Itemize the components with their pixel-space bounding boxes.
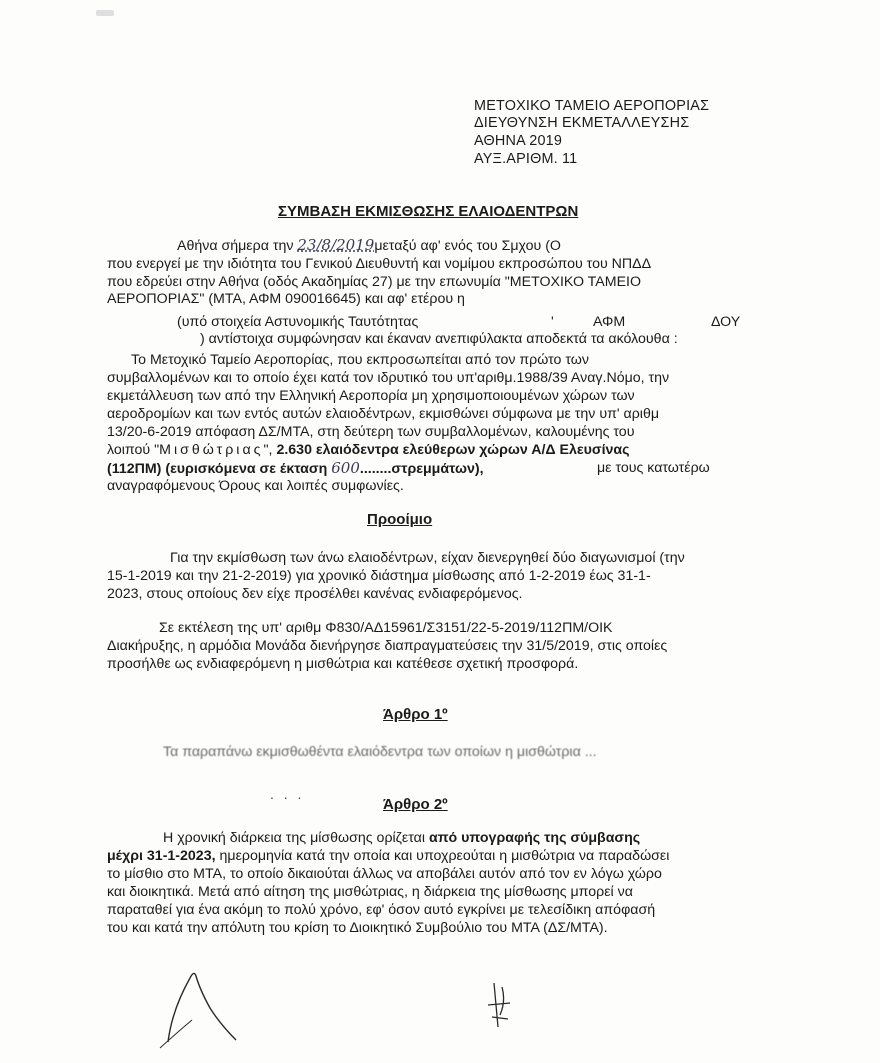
prooimio-heading: Προοίμιο [367,511,433,528]
handwritten-area: 600 [331,459,360,477]
prooimio-p2-line-1: Σε εκτέλεση της υπ' αριθμ Φ830/ΑΔ15961/Σ3151/22-5-2019/112ΠΜ/ΟΙΚ [159,620,613,636]
id-card-text: (υπό στοιχεία Αστυνομικής Ταυτότητας [177,314,419,330]
afm-label: ΑΦΜ [593,314,626,330]
lessee-suffix: ", [263,442,273,458]
article-2-line-6: του και κατά την απόλυτη του κρίση το Διοικητικό Συμβούλιο του ΜΤΑ (ΔΣ/ΜΤΑ). [107,920,608,936]
lessee-term: Μισθώτριας [159,442,264,458]
prooimio-p1-line-1: Για την εκμίσθωση των άνω ελαιοδέντρων, είχαν διενεργηθεί δύο διαγωνισμοί (την [170,550,685,566]
duration-start: από υπογραφής της σύμβασης [428,830,641,846]
intro-line-8: συμβαλλομένων και το οποίο έχει κατά τον ιδρυτικό του υπ'αριθμ.1988/39 Αναγ.Νόμο, την [107,370,670,386]
intro-line-14: αναγραφόμενους Όρους και λοιπές συμφωνίες. [107,478,404,494]
article-1-text: Τα παραπάνω εκμισθωθέντα ελαιόδεντρα των οποίων η μισθώτρια ... [163,744,597,760]
handwritten-date: 23/8/2019 [297,236,375,254]
intro-line-4: ΑΕΡΟΠΟΡΙΑΣ" (ΜΤΑ, ΑΦΜ 090016645) και αφ' ετέρου η [107,291,465,307]
article-2-heading: Άρθρο 2º [383,796,448,813]
article-2-line-1 [163,830,640,846]
signature-icon [150,950,260,1050]
intro-line-10: αεροδρομίων και των εντός αυτών ελαιοδέντρων, εκμισθώνει σύμφωνα με την υπ' αριθμ [107,406,660,422]
intro-line-9: εκμετάλλευση των από την Ελληνική Αεροπορία μη χρησιμοποιουμένων χώρων των [107,388,635,404]
prooimio-p1-line-3: 2023, στους οποίους δεν είχε προσέλθει κανένας ενδιαφερόμενος. [107,586,523,602]
prooimio-p2-line-2: Διακήρυξης, η αρμόδια Μονάδα διενήργησε διαπραγματεύσεις την 31/5/2019, στις οποίες [107,638,668,654]
article-1-heading: Άρθρο 1º [383,706,448,723]
header-city-year: ΑΘΗΝΑ 2019 [474,133,563,149]
article-2-line-2 [107,848,669,864]
prooimio-p1-line-2: 15-1-2019 και την 21-2-2019) για χρονικό διάστημα μίσθωσης από 1-2-2019 έως 31-1- [107,568,651,584]
apostrophe-mark: ' [551,314,554,330]
header-org: ΜΕΤΟΧΙΚΟ ΤΑΜΕΙΟ ΑΕΡΟΠΟΡΙΑΣ [474,98,710,114]
intro-line-11: 13/20-6-2019 απόφαση ΔΣ/ΜΤΑ, στη δεύτερη των συμβαλλομένων, καλουμένης του [107,424,635,440]
intro-line-6: ) αντίστοιχα συμφώνησαν και έκαναν ανεπιφύλακτα αποδεκτά τα ακόλουθα : [200,331,678,347]
initials-icon [480,975,520,1035]
intro-line-2: που ενεργεί με την ιδιότητα του Γενικού Διευθυντή και νομίμου εκπροσώπου του ΝΠΔΔ [107,256,652,272]
area-text-start: (112ΠΜ) (ευρισκόμενα σε έκταση [107,461,328,477]
intro-line-7: Το Μετοχικό Ταμείο Αεροπορίας, που εκπροσωπείται από τον πρώτο των [131,352,589,368]
doy-label: ΔΟΥ [711,314,741,330]
article-2-line-5: παραταθεί για ένα ακόμη το πολύ χρόνο, εφ' όσον αυτό εγκρίνει με τελεσίδικη απόφασή [107,902,656,918]
duration-text: Η χρονική διάρκεια της μίσθωσης ορίζεται [163,830,426,846]
intro-line-13 [107,460,484,477]
article-2-line-4: και διοικητικά. Μετά από αίτηση της μισθώτριας, η διάρκεια της μίσθωσης μπορεί να [107,884,633,900]
header-directorate: ΔΙΕΥΘΥΝΣΗ ΕΚΜΕΤΑΛΛΕΥΣΗΣ [474,115,690,131]
intro-line-12 [107,442,630,458]
olive-trees-count: 2.630 ελαιόδεντρα ελεύθερων χώρων Α/Δ Ελευσίνας [276,442,630,458]
intro-parties-text: μεταξύ αφ' ενός του Σμχου (Ο [374,238,561,254]
return-obligation-text: ημερομηνία κατά την οποία και υποχρεούται η μισθώτρια να παραδώσει [219,848,670,864]
area-text-end: ........στρεμμάτων), [359,461,484,477]
intro-line-1 [177,237,561,254]
document-title: ΣΥΜΒΑΣΗ ΕΚΜΙΣΘΩΣΗΣ ΕΛΑΙΟΔΕΝΤΡΩΝ [278,203,579,220]
intro-place-text: Αθήνα σήμερα την [177,238,294,254]
intro-line-5 [177,314,418,330]
intro-line-3: που εδρεύει στην Αθήνα (οδός Ακαδημίας 27) με την επωνυμία "ΜΕΤΟΧΙΚΟ ΤΑΜΕΙΟ [107,274,642,290]
duration-end: μέχρι 31-1-2023, [107,848,216,864]
article-2-line-3: το μίσθιο στο ΜΤΑ, το οποίο δικαιούται άλλως να αποβάλει αυτόν από τον εν λόγω χώρο [107,866,662,882]
header-serial: ΑΥΞ.ΑΡΙΘΜ. 11 [474,151,578,167]
prooimio-p2-line-3: προσήλθε ως ενδιαφερόμενη η μισθώτρια και κατέθεσε σχετική προσφορά. [107,656,579,672]
lessee-prefix: λοιπού " [107,442,160,458]
scan-mark [96,10,114,16]
omission-dots: . . . [270,786,305,802]
terms-text: με τους κατωτέρω [597,460,710,476]
